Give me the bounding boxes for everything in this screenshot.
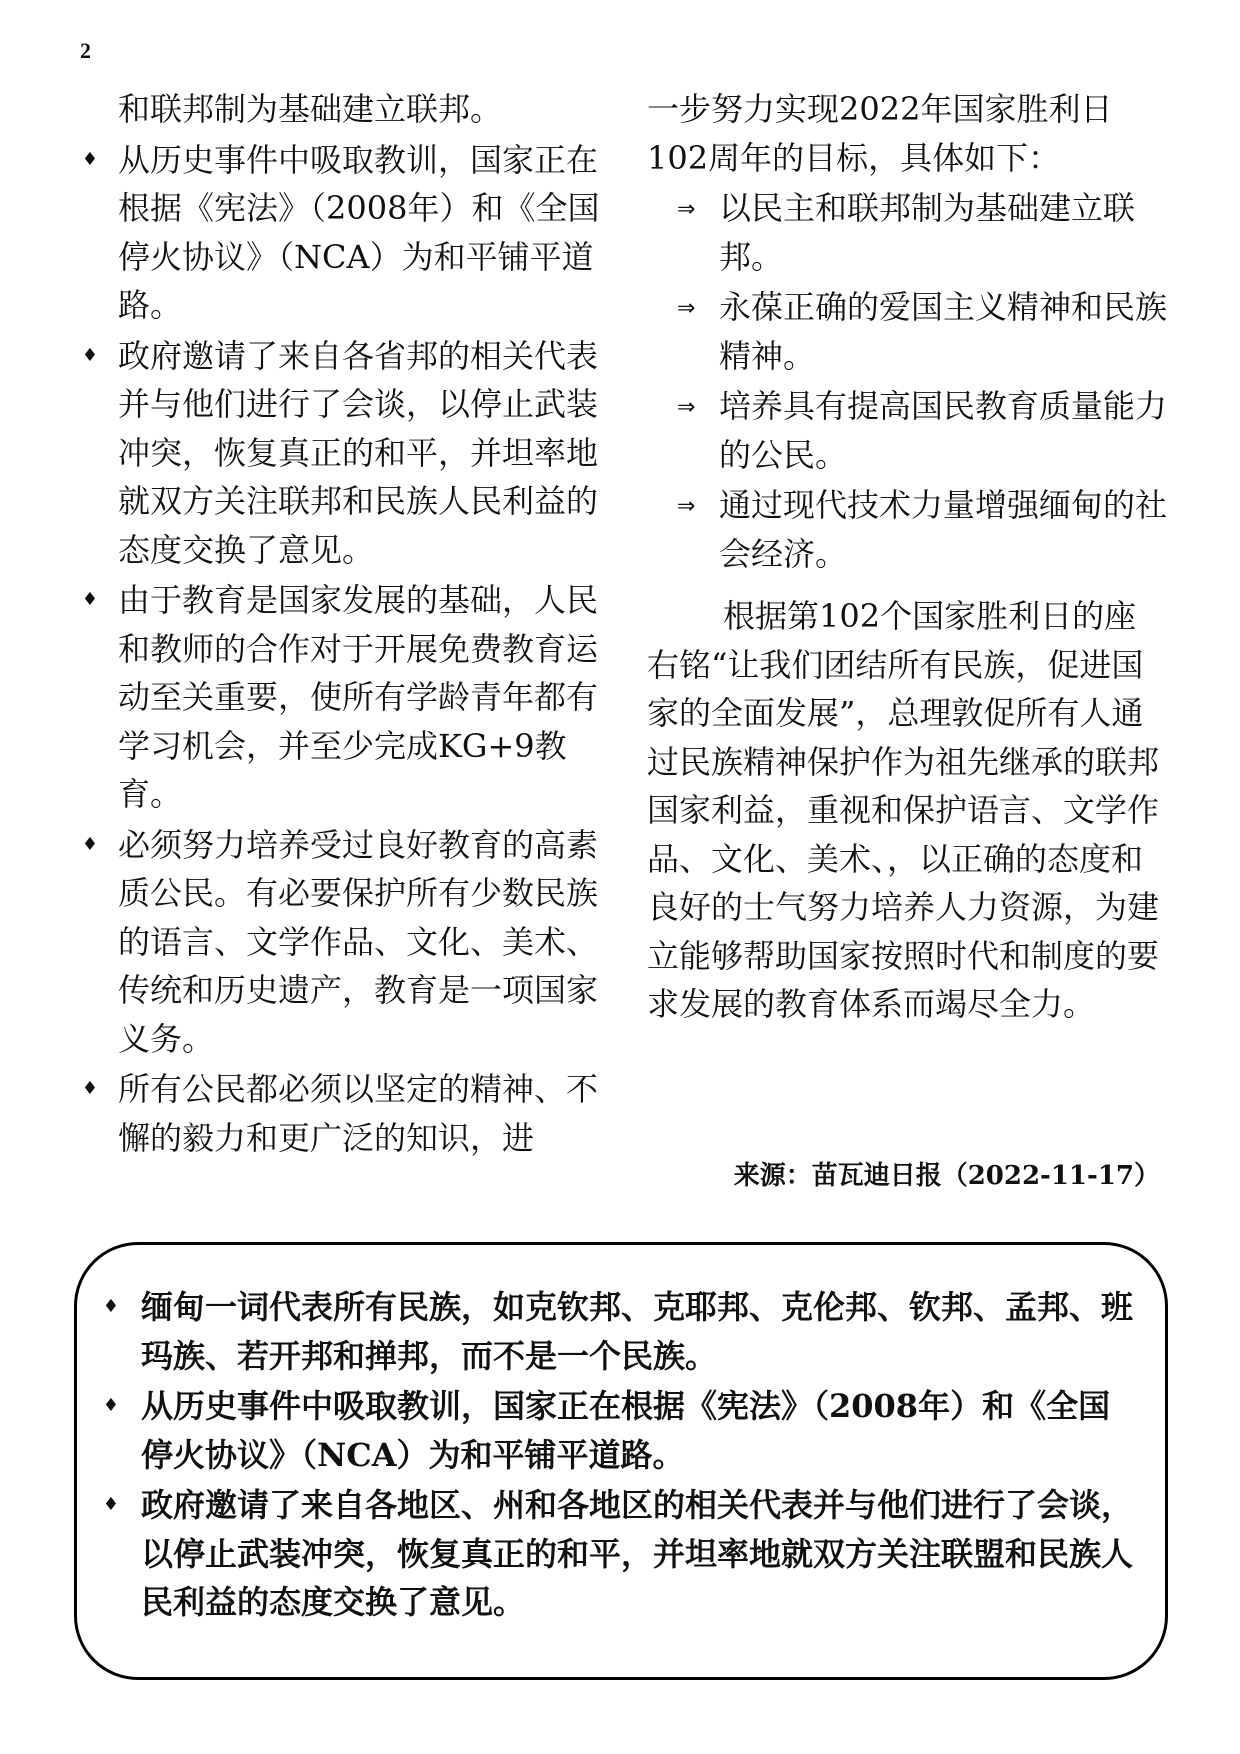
- list-item-text: 由于教育是国家发展的基础，人民和教师的合作对于开展免费教育运动至关重要，使所有学龄青年都有学习机会，并至少完成KG+9教育。: [118, 581, 599, 813]
- summary-item-text: 从历史事件中吸取教训，国家正在根据《宪法》（2008年）和《全国停火协议》（NCA）为和平铺平道路。: [141, 1387, 1111, 1474]
- list-item: [81, 576, 606, 819]
- diamond-bullet-icon: ♦: [102, 1395, 120, 1416]
- diamond-bullet-icon: ♦: [102, 1494, 120, 1515]
- goal-item: [677, 481, 1168, 578]
- diamond-bullet-icon: ♦: [81, 833, 99, 855]
- list-item: [81, 136, 606, 330]
- summary-item: [102, 1382, 1135, 1479]
- diamond-bullet-icon: ♦: [81, 344, 99, 366]
- double-arrow-icon: ⇒: [677, 494, 696, 519]
- list-item: [81, 821, 606, 1064]
- goal-item-text: 以民主和联邦制为基础建立联邦。: [719, 189, 1136, 276]
- goal-item-text: 通过现代技术力量增强缅甸的社会经济。: [719, 486, 1168, 573]
- summary-item-text: 缅甸一词代表所有民族，如克钦邦、克耶邦、克伦邦、钦邦、孟邦、班玛族、若开邦和掸邦，而不是一个民族。: [141, 1288, 1134, 1375]
- summary-item: [102, 1283, 1135, 1380]
- double-arrow-icon: ⇒: [677, 296, 696, 321]
- diamond-bullet-icon: ♦: [81, 1078, 99, 1099]
- summary-list: [77, 1245, 1165, 1627]
- list-item-text: 必须努力培养受过良好教育的高素质公民。有必要保护所有少数民族的语言、文学作品、文化、美术、传统和历史遗产，教育是一项国家义务。: [118, 825, 599, 1058]
- diamond-bullet-icon: ♦: [81, 148, 99, 170]
- list-item-text: 政府邀请了来自各省邦的相关代表并与他们进行了会谈，以停止武装冲突，恢复真正的和平，并坦率地就双方关注联邦和民族人民利益的态度交换了意见。: [118, 336, 599, 569]
- goal-item: [677, 283, 1168, 380]
- list-item: [81, 332, 606, 575]
- goal-item-text: 培养具有提高国民教育质量能力的公民。: [719, 387, 1168, 474]
- list-item-text: 所有公民都必须以坚定的精神、不懈的毅力和更广泛的知识，进: [118, 1070, 599, 1157]
- goals-list: [647, 184, 1167, 578]
- double-arrow-icon: ⇒: [677, 395, 696, 420]
- goal-item: [677, 184, 1167, 281]
- summary-item: [102, 1481, 1135, 1627]
- list-item: [81, 1065, 606, 1162]
- page-number: 2: [80, 38, 91, 63]
- summary-box: [74, 1242, 1168, 1680]
- goal-item-text: 永葆正确的爱国主义精神和民族精神。: [719, 288, 1168, 375]
- body-paragraph: 根据第102个国家胜利日的座右铭“让我们团结所有民族，促进国家的全面发展”，总理敦促所有人通过民族精神保护作为祖先继承的联邦国家利益，重视和保护语言、文学作品、文化、美术、，以正确的态度和良好的士气努力培养人力资源，为建立能够帮助国家按照时代和制度的要求发展的教育体系而竭尽全力。: [647, 597, 1160, 1023]
- double-arrow-icon: ⇒: [677, 197, 696, 222]
- list-item-text: 从历史事件中吸取教训，国家正在根据《宪法》（2008年）和《全国停火协议》（NCA）为和平铺平道路。: [118, 140, 600, 324]
- right-column: [647, 85, 1167, 1029]
- right-continuation-text: 一步努力实现2022年国家胜利日102周年的目标，具体如下：: [647, 90, 1113, 177]
- summary-item-text: 政府邀请了来自各地区、州和各地区的相关代表并与他们进行了会谈，以停止武装冲突，恢复真正的和平，并坦率地就双方关注联盟和民族人民利益的态度交换了意见。: [141, 1486, 1134, 1621]
- source-citation: 来源：苗瓦迪日报（2022-11-17）: [733, 1161, 1160, 1191]
- left-continuation-text: 和联邦制为基础建立联邦。: [118, 90, 503, 128]
- diamond-bullet-icon: ♦: [102, 1296, 120, 1317]
- left-column: [81, 85, 606, 1162]
- left-bullet-list: [81, 136, 606, 1163]
- diamond-bullet-icon: ♦: [81, 589, 99, 610]
- goal-item: [677, 382, 1168, 479]
